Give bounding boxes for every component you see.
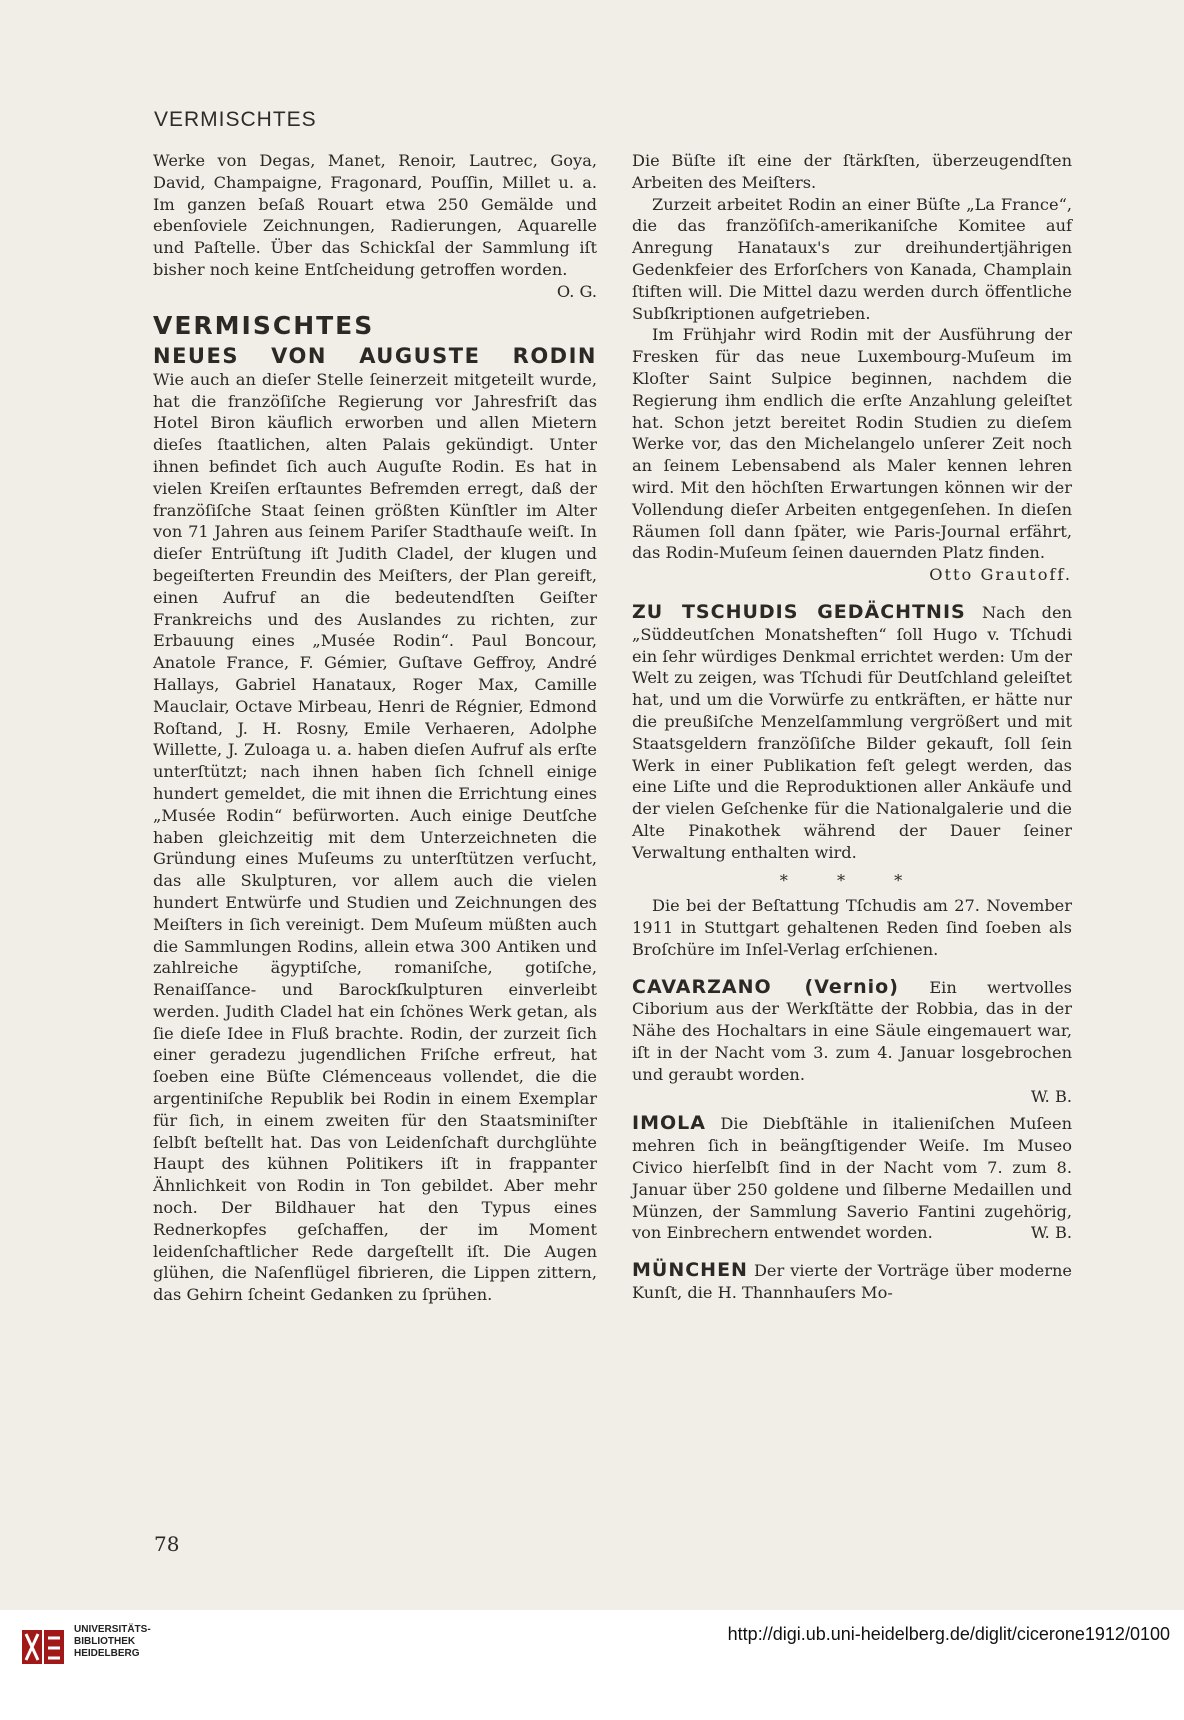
rodin-heading: NEUES VON AUGUSTE RODIN (153, 343, 597, 368)
intro-signature: O. G. (556, 281, 597, 301)
muenchen-article: MÜNCHEN Der vierte der Vorträge über moderne Kunſt, die H. Thannhauſers Mo- (632, 1259, 1072, 1303)
right-column (632, 150, 1072, 1304)
rodin-continuation-2: Zurzeit arbeitet Rodin an einer Büſte „La France“, die das franzöſiſch-amerikaniſche Komitee auf Anregung Hanataux's zur dreihundertjährigen Gedenkfeier des Erforſchers von Kanada, Champlain ſtiften will. Die Mittel dazu werden durch öffentliche Subſkriptionen aufgetrieben. (632, 194, 1072, 323)
imola-signature: W. B. (1030, 1223, 1072, 1243)
section-stars: * * * (779, 870, 925, 890)
muenchen-heading: MÜNCHEN (632, 1259, 748, 1282)
section-title: VERMISCHTES (153, 310, 375, 340)
running-head: VERMISCHTES (154, 108, 317, 131)
imola-heading: IMOLA (632, 1112, 706, 1135)
page-number: 78 (154, 1532, 180, 1556)
cavarzano-heading: CAVARZANO (Vernio) (632, 975, 899, 998)
imola-article: IMOLA Die Diebſtähle in italieniſchen Muſeen mehren ſich in beängſtigender Weiſe. Im Museo Civico hierſelbſt ſind in der Nacht vom 7. zum 8. Januar über 250 goldene und ſilberne Medaillen und Münzen, der Sammlung Saverio Fantini zugehörig, von Einbrechern entwendet worden. W. B. (632, 1112, 1072, 1243)
rodin-paragraph: Wie auch an dieſer Stelle ſeinerzeit mitgeteilt wurde, hat die franzöſiſche Regierung vor Jahresfriſt das Hotel Biron käuflich erworben und allen Mietern dieſes ſtaatlichen, alten Palais gekündigt. Unter ihnen befindet ſich auch Auguſte Rodin. Es hat in vielen Kreiſen erſtauntes Befremden erregt, daß der franzöſiſche Staat ſeinen größten Künſtler im Alter von 71 Jahren aus ſeinem Pariſer Stadthauſe weiſt. In dieſer Entrüſtung iſt Judith Cladel, der klugen und begeiſterten Freundin des Meiſters, der Plan gereift, einen Aufruf an die bedeutendſten Geiſter Frankreichs und des Auslandes zu richten, zur Erbauung eines „Musée Rodin“. Paul Boncour, Anatole France, F. Gémier, Guſtave Geffroy, André Hallays, Gabriel Hanataux, Roger Max, Camille Mauclair, Octave Mirbeau, Henri de Régnier, Edmond Roſtand, J. H. Rosny, Emile Verhaeren, Adolphe Willette, J. Zuloaga u. a. haben dieſen Aufruf als erſte unterſtützt; nach ihnen haben ſich ſchnell einige hundert gemeldet, die mit ihnen die Errichtung eines „Musée Rodin“ befürworten. Auch einige Deutſche haben gleichzeitig mit dem Unterzeichneten die Gründung eines Muſeums zu unterſtützen verſucht, das alle Skulpturen, vor allem auch die vielen hundert Entwürfe und Studien und Zeichnungen des Meiſters in ſich vereinigt. Dem Muſeum müßten auch die Sammlungen Rodins, allein etwa 300 Antiken und zahlreiche ägyptiſche, romaniſche, gotiſche, Renaiſſance- und Barockſkulpturen einverleibt werden. Judith Cladel hat ein ſchönes Werk getan, als ſie dieſe Idee in Fluß brachte. Rodin, der zurzeit ſich einer geradezu jugendlichen Friſche erfreut, hat ſoeben eine Büſte Clémenceaus vollendet, die die argentiniſche Republik bei Rodin in einem Exemplar für ſich, in einem zweiten für den Staatsminiſter ſelbſt beſtellt hat. Das von Leidenſchaft durchglühte Haupt des kühnen Politikers iſt in frappanter Ähnlichkeit von Rodin in Ton gebildet. Aber mehr noch. Der Bildhauer hat den Typus eines Rednerkopfes geſchaffen, der im Moment leidenſchaftlicher Rede dargeſtellt iſt. Die Augen glühen, die Naſenflügel fibrieren, die Lippen zittern, das Gehirn ſcheint Gedanken zu ſprühen. (153, 369, 597, 1305)
rodin-signature: Otto Grautoff. (929, 565, 1072, 585)
intro-paragraph: Werke von Degas, Manet, Renoir, Lautrec, Goya, David, Champaigne, Fragonard, Pouſſin, Millet u. a. Im ganzen beſaß Rouart etwa 250 Gemälde und ebenſoviele Zeichnungen, Radierungen, Aquarelle und Paſtelle. Über das Schickſal der Sammlung iſt bisher noch keine Entſcheidung getroffen worden. O. G. (153, 151, 597, 301)
tschudi-article: ZU TSCHUDIS GEDÄCHTNIS Nach den „Süddeutſchen Monatsheften“ ſoll Hugo v. Tſchudi ein ſehr würdiges Denkmal errichtet werden: Um der Welt zu zeigen, was Tſchudi für Deutſchland geleiſtet hat, und um die Vorwürfe zu entkräften, er hätte nur die preußiſche Menzelſammlung vergrößert und mit Staatsgeldern franzöſiſche Bilder gekauft, ſoll ſein Werk in einer Publikation feſt gelegt werden, das eine Liſte und die Reproduktionen aller Ankäufe und der vielen Geſchenke für die Nationalgalerie und die Alte Pinakothek während der Dauer ſeiner Verwaltung enthalten wird. (632, 600, 1072, 862)
library-logo-icon (18, 1622, 68, 1672)
cavarzano-signature: W. B. (1030, 1086, 1072, 1106)
source-url-link[interactable]: http://digi.ub.uni-heidelberg.de/diglit/cicerone1912/0100 (727, 1624, 1170, 1644)
tschudi-paragraph-2: Die bei der Beſtattung Tſchudis am 27. November 1911 in Stuttgart gehaltenen Reden ſind ſoeben als Broſchüre im Inſel-Verlag erſchienen. (632, 896, 1072, 959)
library-logo-text: UNIVERSITÄTS- BIBLIOTHEK HEIDELBERG (74, 1624, 151, 1659)
left-column (153, 150, 597, 1306)
rodin-continuation-3: Im Frühjahr wird Rodin mit der Ausführung der Fresken für das neue Luxembourg-Muſeum im Kloſter Saint Sulpice beginnen, nachdem die Regierung ihm endlich die erſte Anzahlung geleiſtet hat. Schon jetzt bereitet Rodin Studien zu dieſem Werke vor, das den Michelangelo unſerer Zeit noch an ſeinem Lebensabend als Maler kennen lehren wird. Mit den höchſten Erwartungen können wir der Vollendung dieſer Arbeiten entgegenſehen. In dieſen Räumen ſoll dann ſpäter, wie Paris-Journal erfährt, das Rodin-Muſeum ſeinen dauernden Platz finden. (632, 325, 1072, 563)
footer-bar (0, 1610, 1184, 1720)
tschudi-heading: ZU TSCHUDIS GEDÄCHTNIS (632, 600, 966, 623)
rodin-continuation-1: Die Büſte iſt eine der ſtärkſten, überzeugendſten Arbeiten des Meiſters. (632, 151, 1072, 192)
cavarzano-article: CAVARZANO (Vernio) Ein wertvolles Ciborium aus der Werkſtätte der Robbia, das in der Nähe des Hochaltars in eine Säule eingemauert war, iſt in der Nacht vom 3. zum 4. Januar losgebrochen und geraubt worden. (632, 975, 1072, 1084)
